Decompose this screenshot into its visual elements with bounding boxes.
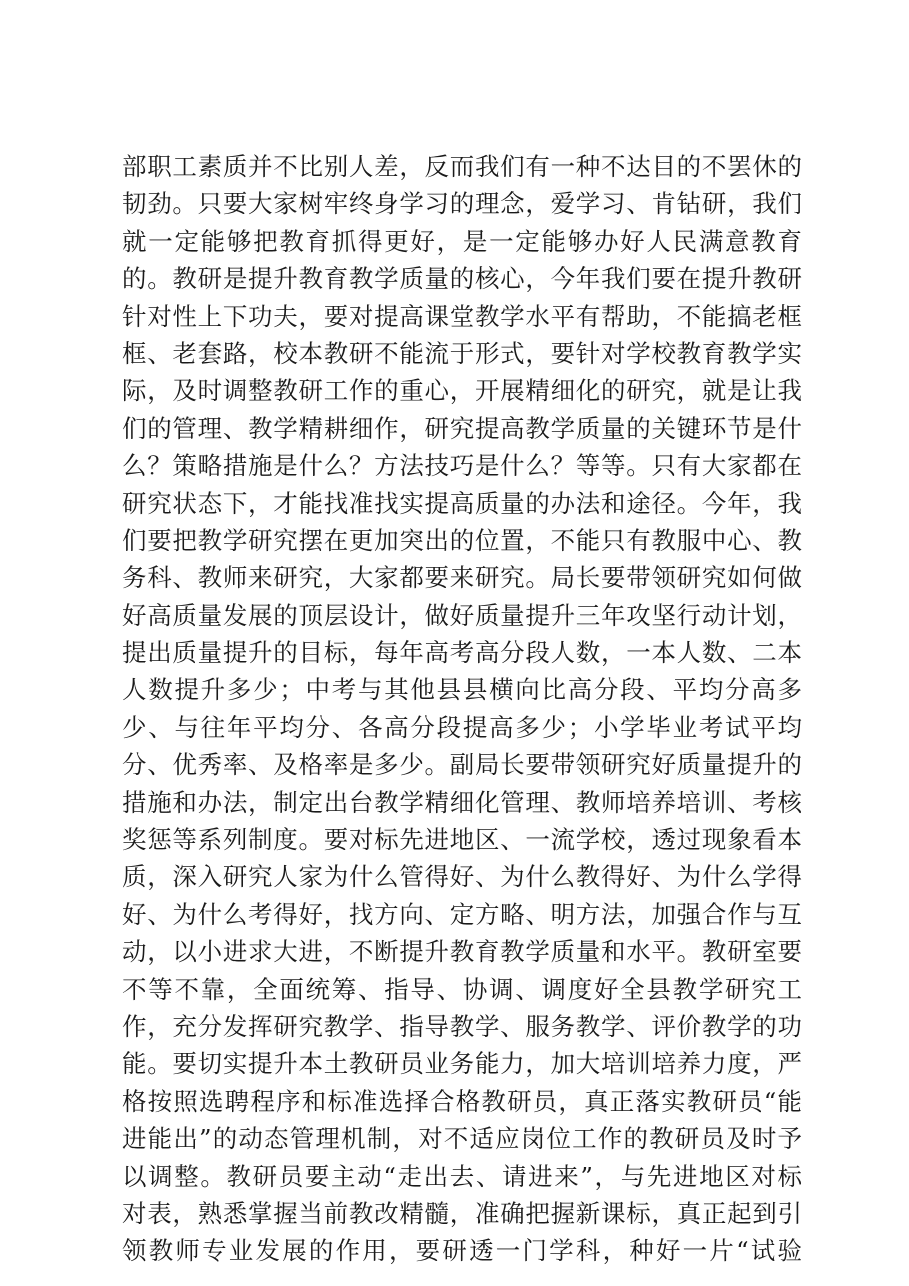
text-line: 措施和办法，制定出台教学精细化管理、教师培养培训、考核 bbox=[122, 787, 802, 817]
text-line: 格按照选聘程序和标准选择合格教研员，真正落实教研员“能 bbox=[122, 1086, 802, 1116]
text-line: 研究状态下，才能找准找实提高质量的办法和途径。今年，我 bbox=[122, 488, 802, 518]
text-line: 提出质量提升的目标，每年高考高分段人数，一本人数、二本 bbox=[122, 638, 802, 668]
text-line: 进能出”的动态管理机制，对不适应岗位工作的教研员及时予 bbox=[122, 1124, 802, 1154]
text-line: 就一定能够把教育抓得更好，是一定能够办好人民满意教育 bbox=[122, 226, 802, 256]
text-line: 韧劲。只要大家树牢终身学习的理念，爱学习、肯钻研，我们 bbox=[122, 189, 802, 219]
text-line: 动，以小进求大进，不断提升教育教学质量和水平。教研室要 bbox=[122, 937, 802, 967]
text-line: 们要把教学研究摆在更加突出的位置，不能只有教服中心、教 bbox=[122, 525, 802, 555]
text-line: 领教师专业发展的作用，要研透一门学科，种好一片“试验 bbox=[122, 1236, 802, 1266]
text-line: 分、优秀率、及格率是多少。副局长要带领研究好质量提升的 bbox=[122, 750, 802, 780]
text-line: 不等不靠，全面统筹、指导、协调、调度好全县教学研究工 bbox=[122, 974, 802, 1004]
text-line: 针对性上下功夫，要对提高课堂教学水平有帮助，不能搞老框 bbox=[122, 301, 802, 331]
text-line: 能。要切实提升本土教研员业务能力，加大培训培养力度，严 bbox=[122, 1049, 802, 1079]
text-line: 们的管理、教学精耕细作，研究提高教学质量的关键环节是什 bbox=[122, 413, 802, 443]
body-paragraph bbox=[122, 148, 802, 1270]
text-line: 对表，熟悉掌握当前教改精髓，准确把握新课标，真正起到引 bbox=[122, 1198, 802, 1228]
text-line: 以调整。教研员要主动“走出去、请进来”，与先进地区对标 bbox=[122, 1161, 802, 1191]
text-line: 框、老套路，校本教研不能流于形式，要针对学校教育教学实 bbox=[122, 338, 802, 368]
text-line: 的。教研是提升教育教学质量的核心，今年我们要在提升教研 bbox=[122, 264, 802, 294]
text-line: 务科、教师来研究，大家都要来研究。局长要带领研究如何做 bbox=[122, 563, 802, 593]
text-line: 少、与往年平均分、各高分段提高多少；小学毕业考试平均 bbox=[122, 712, 802, 742]
text-line: 作，充分发挥研究教学、指导教学、服务教学、评价教学的功 bbox=[122, 1011, 802, 1041]
text-line: 人数提升多少；中考与其他县县横向比高分段、平均分高多 bbox=[122, 675, 802, 705]
text-line: 部职工素质并不比别人差，反而我们有一种不达目的不罢休的 bbox=[122, 152, 802, 181]
text-line: 么？策略措施是什么？方法技巧是什么？等等。只有大家都在 bbox=[122, 451, 802, 481]
text-line: 质，深入研究人家为什么管得好、为什么教得好、为什么学得 bbox=[122, 862, 802, 892]
text-line: 际，及时调整教研工作的重心，开展精细化的研究，就是让我 bbox=[122, 376, 802, 406]
text-line: 好高质量发展的顶层设计，做好质量提升三年攻坚行动计划， bbox=[122, 600, 802, 630]
text-line: 奖惩等系列制度。要对标先进地区、一流学校，透过现象看本 bbox=[122, 825, 802, 855]
text-line: 好、为什么考得好，找方向、定方略、明方法，加强合作与互 bbox=[122, 899, 802, 929]
